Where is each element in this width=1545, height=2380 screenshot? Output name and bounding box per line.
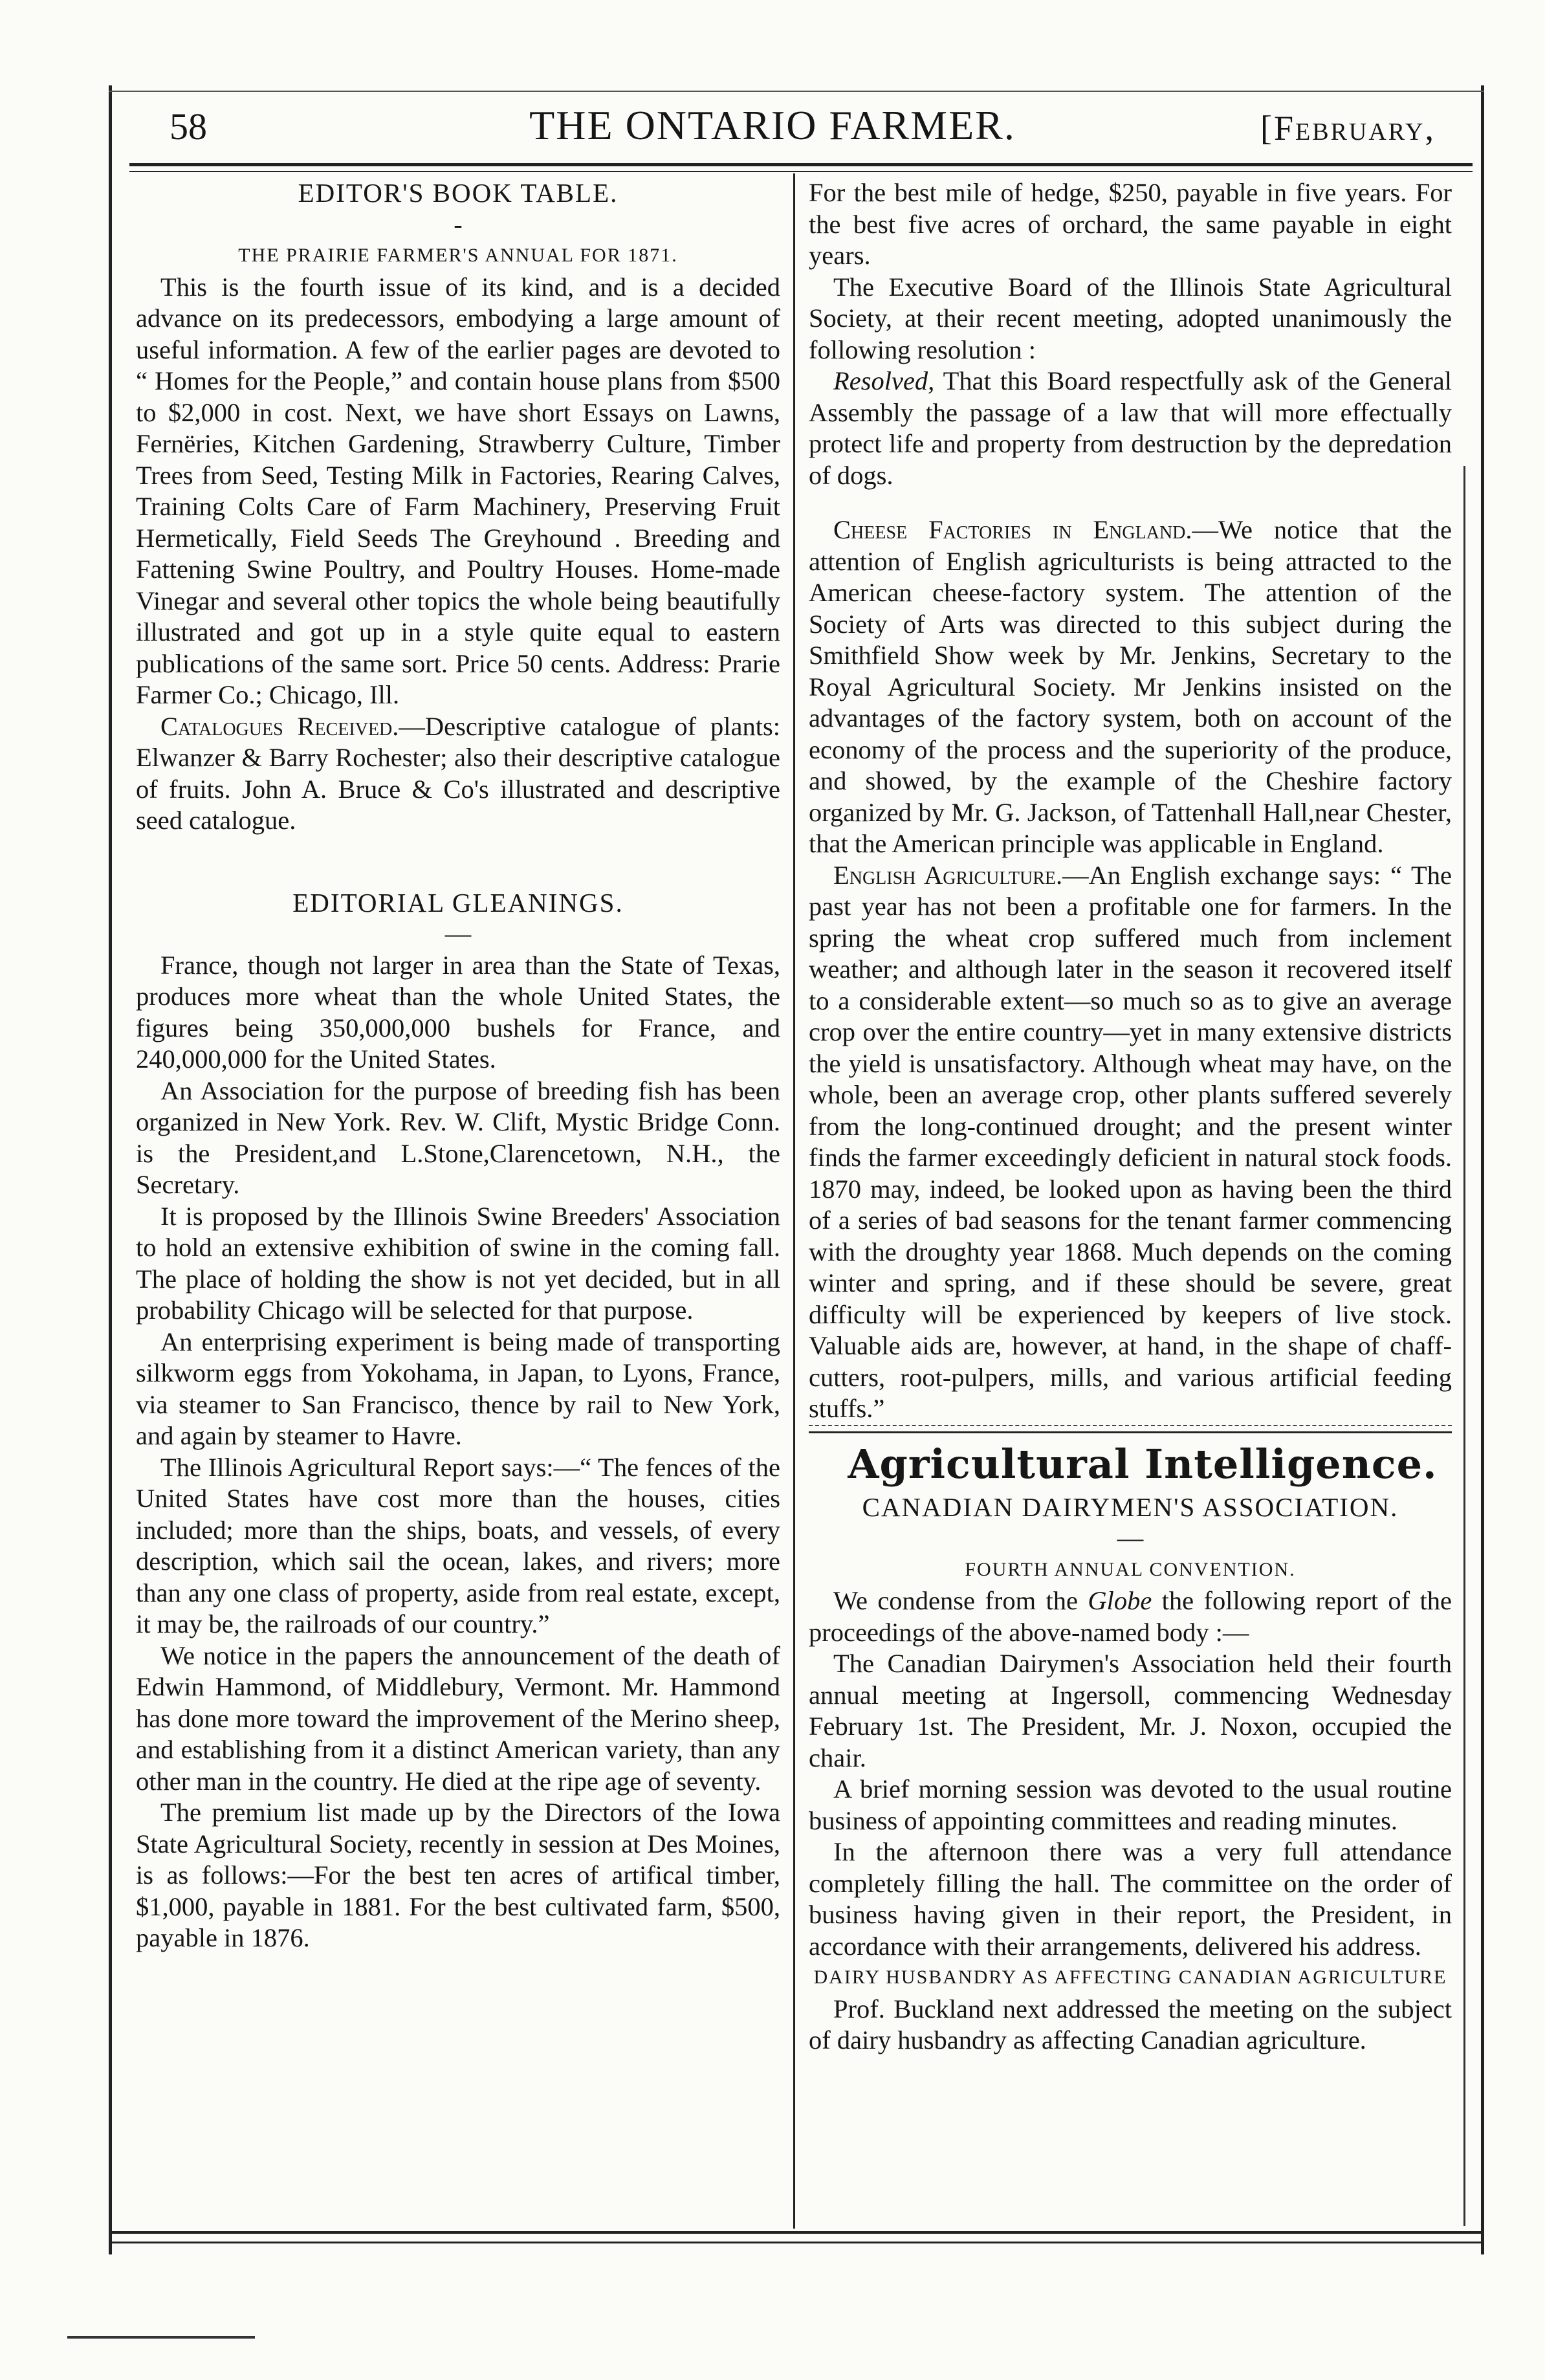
paragraph-text: —An English exchange says: “ The past year has not been a profitable one for farmers. In the spring the wheat crop suffered much from inclement weather; and although later in the season it recovered itself to a considerable extent—so much so as to give an average crop over the entire country—yet in many extensive districts the yield is unsatisfactory. Although wheat may have, on the whole, been an average crop, other plants suffered severely from the long-continued drought; and the present winter finds the farmer exceedingly deficient in natural stock foods. 1870 may, indeed, be looked upon as having been the third of a series of bad seasons for the tenant farmer commencing with the droughty year 1868. Much depends on the coming winter and spring, and if these should be severe, great difficulty will be experienced by keepers of live stock. Valuable aids are, however, at hand, in the shape of chaff-cutters, root-pulpers, mills, and various artificial feeding stuffs.”: [809, 860, 1452, 1423]
paragraph: [136, 711, 780, 837]
right-margin-rule: [1463, 466, 1465, 2226]
paragraph: In the afternoon there was a very full attendance completely filling the hall. The committee on the order of business having given in their report, the President, in accordance with their arrangements, delivered his address.: [809, 1837, 1452, 1961]
header-rule: [129, 163, 1473, 166]
paragraph-text: That this Board respectfully ask of the General Assembly the passage of a law that will more effectually protect life and property from destruction by the depredation of dogs.: [809, 366, 1452, 490]
paragraph: The Illinois Agricultural Report says:—“ The fences of the United States have cost more than the houses, cities included; more than the ships, boats, and vessels, of every description, which sail the ocean, lakes, and rivers; more than any one class of property, aside from real estate, except, it may be, the railroads of our country.”: [136, 1452, 780, 1638]
section-heading-book-table: EDITOR'S BOOK TABLE.: [298, 178, 619, 208]
header-rule-thin: [129, 171, 1473, 172]
paragraph: [809, 366, 1452, 491]
paragraph: The Canadian Dairymen's Association held their fourth annual meeting at Ingersoll, commencing Wednesday February 1st. The President, Mr. J. Noxon, occupied the chair.: [809, 1649, 1452, 1772]
paragraph: [809, 514, 1452, 860]
article-subheading: THE PRAIRIE FARMER'S ANNUAL FOR 1871.: [238, 245, 678, 266]
paragraph: It is proposed by the Illinois Swine Breeders' Association to hold an extensive exhibition of swine in the coming fall. The place of holding the show is not yet decided, but in all probability Chicago will be selected for that purpose.: [136, 1201, 780, 1325]
running-month: [February,: [1260, 109, 1436, 148]
right-column: [809, 177, 1452, 2056]
paragraph: [809, 860, 1452, 1425]
section-rule: [809, 1431, 1452, 1433]
bottom-margin-rule: [67, 2336, 255, 2339]
paragraph: The Executive Board of the Illinois State Agricultural Society, at their recent meeting, adopted unanimously the following resolution :: [809, 272, 1452, 364]
paragraph: For the best mile of hedge, $250, payable in five years. For the best five acres of orchard, the same payable in eight years.: [809, 178, 1452, 270]
heading-dash: —: [444, 919, 472, 948]
section-heading-gleanings: EDITORIAL GLEANINGS.: [292, 887, 624, 918]
frame-bottom-rule-thin: [109, 2242, 1484, 2243]
paragraph: An Association for the purpose of breeding fish has been organized in New York. Rev. W. Clift, Mystic Bridge Conn. is the President,and L.Stone,Clarencetown, N.H., the Secretary.: [136, 1075, 780, 1199]
paragraph-text: —We notice that the attention of English agriculturists is being attracted to the American cheese-factory system. The attention of the Society of Arts was directed to this subject during the Smithfield Show week by Mr. Jenkins, Secretary to the Royal Agricultural Society. Mr Jenkins insisted on the advantages of the factory system, both on account of the economy of the process and the superiority of the produce, and showed, by the example of the Cheshire factory organized by Mr. G. Jackson, of Tattenhall Hall,near Chester, that the American principle was applicable in England.: [809, 515, 1452, 858]
paragraph: We notice in the papers the announcement of the death of Edwin Hammond, of Middlebury, Vermont. Mr. Hammond has done more toward the improvement of the Merino sheep, and establishing from it a distinct American variety, than any other man in the country. He died at the ripe age of seventy.: [136, 1640, 780, 1796]
department-banner: Agricultural Intelligence.: [848, 1440, 1438, 1488]
heading-dash: -: [454, 209, 463, 239]
paragraph: An enterprising experiment is being made of transporting silkworm eggs from Yokohama, in Japan, to Lyons, France, via steamer to San Francisco, thence by rail to New York, and again by steamer to Havre.: [136, 1327, 780, 1450]
run-in-heading: English Agriculture.: [833, 860, 1063, 890]
paragraph: A brief morning session was devoted to the usual routine business of appointing committees and reading minutes.: [809, 1774, 1452, 1835]
paragraph: France, though not larger in area than the State of Texas, produces more wheat than the whole United States, the figures being 350,000,000 bushels for France, and 240,000,000 for the United States.: [136, 950, 780, 1074]
paragraph-text: —Descriptive catalogue of plants: Elwanzer & Barry Rochester; also their descriptive catalogue of fruits. John A. Bruce & Co's illustrated and descriptive seed catalogue.: [136, 711, 780, 835]
paragraph: This is the fourth issue of its kind, and is a decided advance on its predecessors, embodying a large amount of useful information. A few of the earlier pages are devoted to “ Homes for the People,” and contain house plans from $500 to $2,000 in cost. Next, we have short Essays on Lawns, Fernëries, Kitchen Gardening, Strawberry Culture, Timber Trees from Seed, Testing Milk in Factories, Rearing Calves, Training Colts Care of Farm Machinery, Preserving Fruit Hermetically, Field Seeds The Greyhound . Breeding and Fattening Swine Poultry, and Poultry Houses. Home-made Vinegar and several other topics the whole being beautifully illustrated and got up in a style quite equal to eastern publications of the same sort. Price 50 cents. Address: Prarie Farmer Co.; Chicago, Ill.: [136, 272, 780, 709]
paragraph: [809, 1585, 1452, 1648]
article-heading: CANADIAN DAIRYMEN'S ASSOCIATION.: [862, 1492, 1399, 1522]
page-number: 58: [170, 105, 207, 148]
paragraph-text: the following report of the proceedings of the above-named body :—: [809, 1586, 1452, 1647]
column-divider: [793, 173, 795, 2229]
article-subheading: FOURTH ANNUAL CONVENTION.: [965, 1558, 1296, 1580]
left-column: [136, 177, 780, 1954]
article-subheading: DAIRY HUSBANDRY AS AFFECTING CANADIAN AGRICULTURE: [813, 1967, 1447, 1988]
frame-bottom-rule: [109, 2231, 1484, 2234]
publication-title: Globe: [1088, 1586, 1152, 1615]
heading-dash: —: [1117, 1523, 1144, 1552]
section-rule: [809, 1425, 1452, 1426]
run-in-heading: Cheese Factories in England.: [833, 515, 1192, 544]
frame-top-rule: [109, 91, 1484, 92]
paragraph-text: We condense from the: [833, 1586, 1088, 1615]
run-in-emphasis: Resolved,: [833, 366, 935, 395]
paragraph: Prof. Buckland next addressed the meeting on the subject of dairy husbandry as affecting Canadian agriculture.: [809, 1994, 1452, 2055]
running-title: THE ONTARIO FARMER.: [529, 102, 1016, 148]
run-in-heading: Catalogues Received.: [160, 711, 399, 741]
paragraph: The premium list made up by the Directors of the Iowa State Agricultural Society, recently in session at Des Moines, is as follows:—For the best ten acres of artifical timber, $1,000, payable in 1881. For the best cultivated farm, $500, payable in 1876.: [136, 1798, 780, 1952]
